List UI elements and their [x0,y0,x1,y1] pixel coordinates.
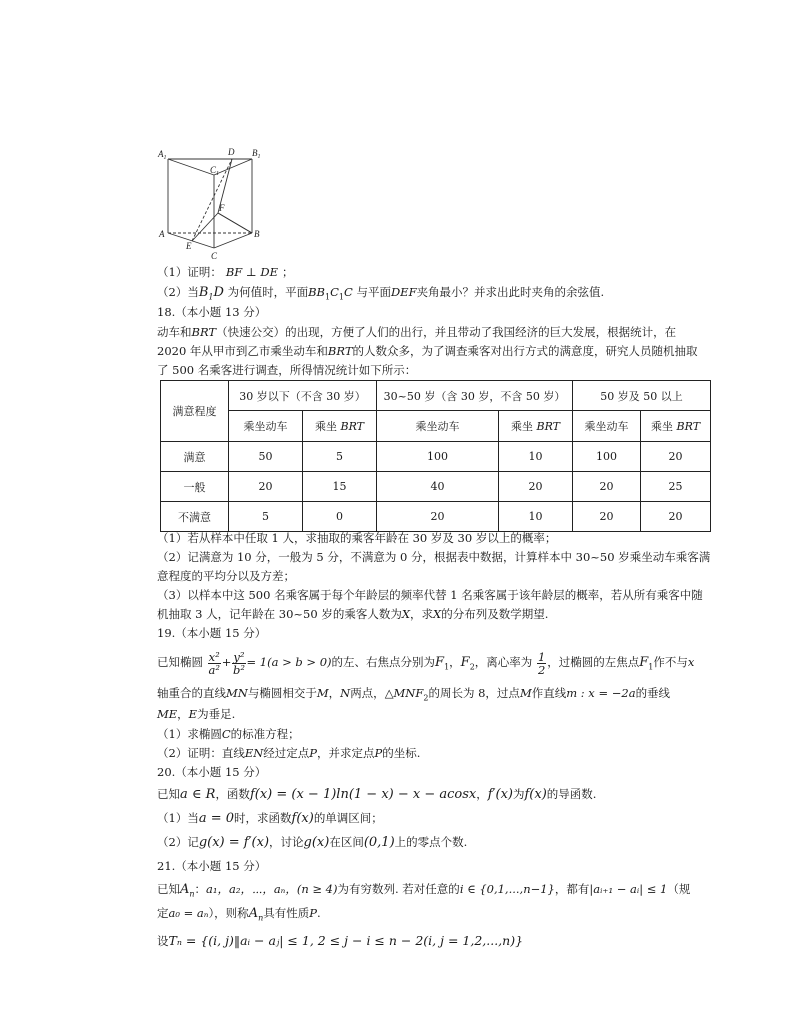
q18-part3-a: （3）以样本中这 500 名乘客属于每个年龄层的频率代替 1 名乘客属于该年龄层的概率，若从所有乘客中随 [157,588,703,602]
table-row-label: 满意 [161,442,229,472]
table-cell: 5 [229,502,303,532]
label-f: F [219,203,225,213]
table-group-under30: 30 岁以下（不含 30 岁） [229,381,377,411]
table-cell: 15 [303,472,377,502]
fraction-y2-b2: $\frac{\text{y²}}{\text{b²}}$ [232,649,245,677]
label-e: E [186,241,192,251]
q20-header: 20.（本小题 15 分） [157,765,267,779]
table-cell: 50 [229,442,303,472]
table-row-label: 一般 [161,472,229,502]
q19-part1: （1）求椭圆C的标准方程； [157,727,300,741]
table-cell: 10 [499,502,573,532]
table-mode-cell: 乘坐动车 [229,411,303,442]
q18-part1: （1）若从样本中任取 1 人，求抽取的乘客年龄在 30 岁及 30 岁以上的概率； [157,531,557,545]
table-cell: 20 [573,472,641,502]
prism-figure [156,145,268,263]
q21-header: 21.（本小题 15 分） [157,859,267,873]
label-c: C [211,251,218,261]
label-b1: $B_1$ [252,148,261,160]
q17-part2: （2）当$B_1D$ 为何值时，平面$BB_1C_1C$ 与平面DEF夹角最小？并求出此时夹角的余弦值. [157,285,605,302]
label-a: A [159,229,165,239]
q19-line-2: 轴重合的直线MN与椭圆相交于M，N两点，$\triangle MNF_2$的周长为 8，过点M作直线m : x = −2a的垂线 [157,686,671,703]
label-a1: $A_1$ [158,149,167,161]
label-b: B [254,229,260,239]
q18-part2-a: （2）记满意为 10 分，一般为 5 分，不满意为 0 分，根据表中数据，计算样本中 30~50 岁乘坐动车乘客满 [157,550,711,564]
table-cell: 40 [377,472,499,502]
q21-line-2: 定a₀ = aₙ），则称$A_n$具有性质P. [157,906,321,923]
label-c1: $C_1$ [210,165,220,177]
table-cell: 0 [303,502,377,532]
edge-a1c1 [168,159,214,175]
satisfaction-table [160,380,711,532]
table-row [161,502,711,532]
q21-line-3: 设Tₙ = {(i, j)‖aᵢ − aⱼ| ≤ 1, 2 ≤ j − i ≤ n − 2(i, j = 1,2,...,n)} [157,933,524,948]
q21-line-1: 已知$A_n$：a₁，a₂，⋯，aₙ，(n ≥ 4)为有穷数列. 若对任意的i ∈ {0,1,...,n−1}，都有|aᵢ₊₁ − aᵢ| ≤ 1（规 [157,882,691,899]
table-group-50plus: 50 岁及 50 以上 [573,381,711,411]
table-mode-cell: 乘坐 BRT [303,411,377,442]
table-cell: 20 [641,502,711,532]
q19-line-1: 已知椭圆 $\frac{\text{x²}}{\text{a²}}$ + $\frac{\text{y²}}{\text{b²}}$ = 1(a > b > 0)的左、右焦点分别为$F_1$，$F_2$，离心率为 $\frac{1}{2}$ ，过椭圆的左焦点$F_1$作不与x [157,649,695,677]
table-cell: 5 [303,442,377,472]
table-mode-cell: 乘坐动车 [377,411,499,442]
table-row [161,472,711,502]
table-row [161,442,711,472]
q19-part2: （2）证明：直线EN经过定点P，并求定点P的坐标. [157,746,421,760]
table-row-label: 不满意 [161,502,229,532]
q18-intro-3: 了 500 名乘客进行调查，所得情况统计如下所示： [157,363,417,377]
edge-cb [214,233,252,248]
table-mode-cell: 乘坐 BRT [641,411,711,442]
table-cell: 20 [641,442,711,472]
q18-part3-b: 机抽取 3 人，记年龄在 30~50 岁的乘客人数为X，求X的分布列及数学期望. [157,607,549,621]
edge-c1b1 [214,159,252,175]
q19-header: 19.（本小题 15 分） [157,626,267,640]
table-mode-cell: 乘坐 BRT [499,411,573,442]
q17-part1: （1）证明： BF ⊥ DE ； [157,265,294,279]
table-cell: 100 [573,442,641,472]
table-cell: 10 [499,442,573,472]
q20-part2: （2）记g(x) = f′(x)，讨论g(x)在区间(0,1)上的零点个数. [157,835,468,850]
table-cell: 20 [499,472,573,502]
table-group-30to50: 30~50 岁（含 30 岁，不含 50 岁） [377,381,573,411]
edge-bf [218,213,252,233]
label-d: D [228,147,235,157]
fraction-x2-a2: $\frac{\text{x²}}{\text{a²}}$ [208,649,220,677]
table-mode-cell: 乘坐动车 [573,411,641,442]
q19-line-3: ME，E为垂足. [157,707,236,721]
q20-line-1: 已知a ∈ R，函数f(x) = (x − 1)ln(1 − x) − x − acosx，f′(x)为f(x)的导函数. [157,787,597,802]
q18-header: 18.（本小题 13 分） [157,305,267,319]
q18-intro-1: 动车和BRT（快速公交）的出现，方便了人们的出行，并且带动了我国经济的巨大发展，根据统计，在 [157,325,677,339]
q18-part2-b: 意程度的平均分以及方差； [157,569,295,583]
table-row-header: 满意程度 [161,381,229,442]
table-cell: 20 [229,472,303,502]
q20-part1: （1）当a = 0时，求函数f(x)的单调区间； [157,811,383,826]
table-cell: 20 [377,502,499,532]
table-cell: 20 [573,502,641,532]
table-cell: 25 [641,472,711,502]
q18-intro-2: 2020 年从甲市到乙市乘坐动车和BRT的人数众多，为了调查乘客对出行方式的满意度，研究人员随机抽取 [157,344,698,358]
table-cell: 100 [377,442,499,472]
fraction-eccentricity: $\frac{1}{2}$ [537,649,546,677]
